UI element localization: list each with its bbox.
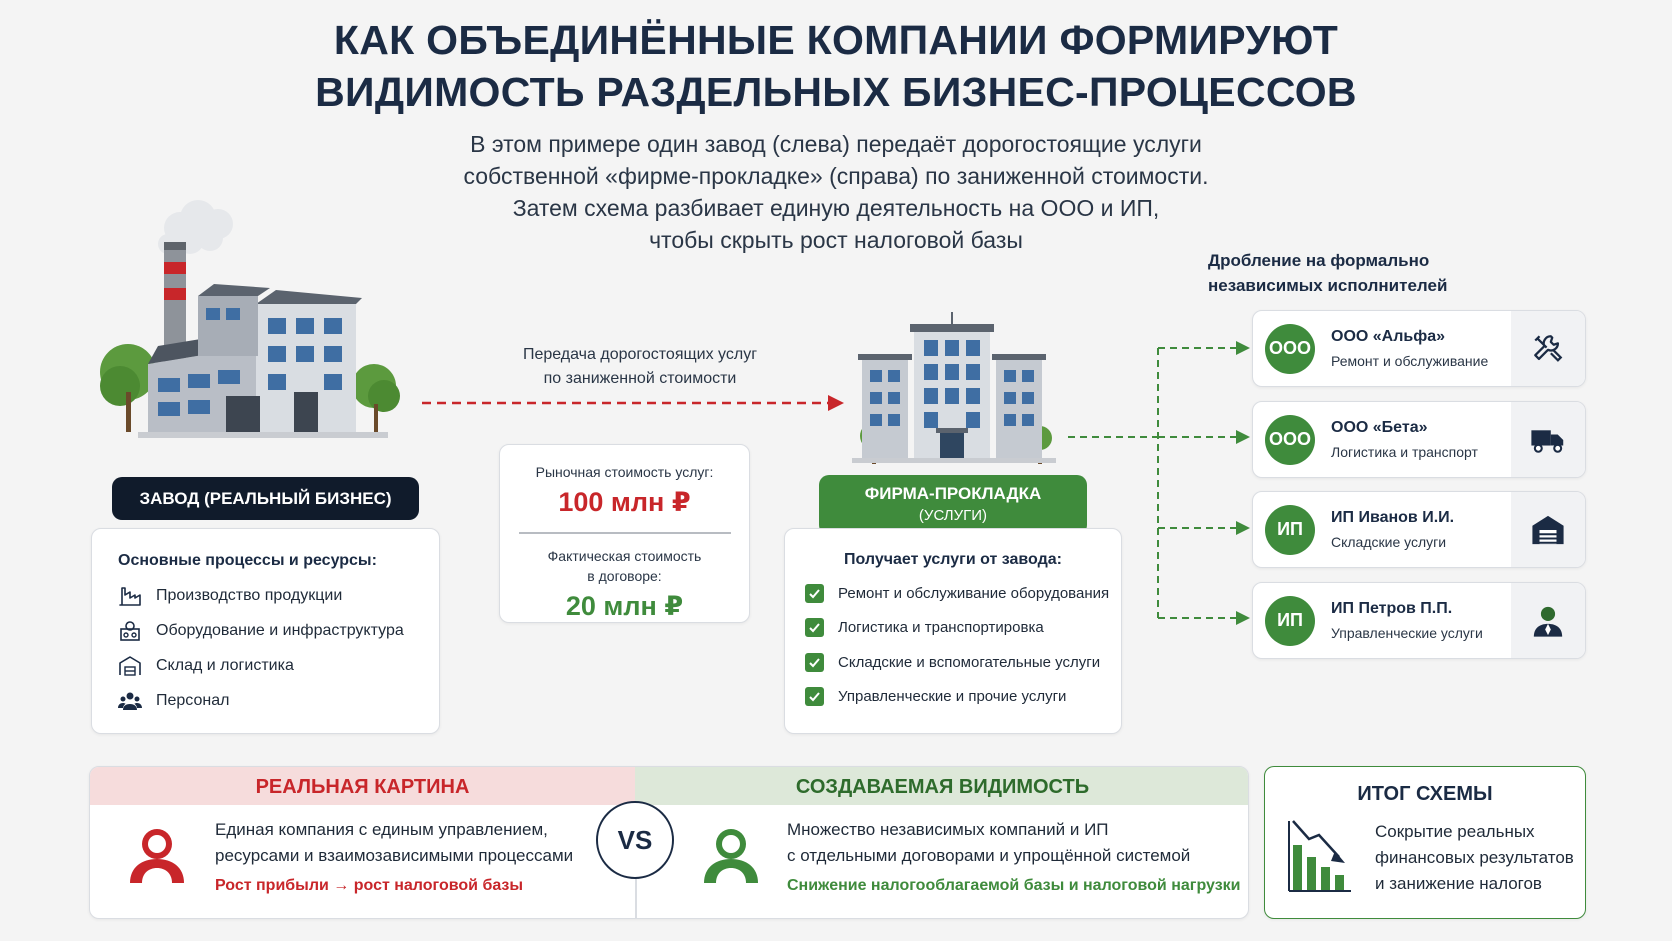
warehouse-icon — [118, 654, 142, 678]
service-item-label: Ремонт и обслуживание оборудования — [838, 584, 1110, 602]
scheme-result-card — [1264, 766, 1586, 919]
process-item-label: Персонал — [156, 691, 230, 709]
scheme-result-line: Сокрытие реальных — [1375, 822, 1535, 841]
real-picture-text — [215, 817, 635, 895]
page-title-line2: ВИДИМОСТЬ РАЗДЕЛЬНЫХ БИЗНЕС-ПРОЦЕССОВ — [315, 69, 1357, 115]
process-item-label: Склад и логистика — [156, 656, 294, 674]
process-item — [118, 578, 439, 613]
subtitle-line: Затем схема разбивает единую деятельность на ООО и ИП, — [512, 195, 1160, 221]
factory-card-title: Основные процессы и ресурсы: — [118, 552, 377, 569]
warehouse-icon — [1511, 492, 1585, 567]
service-item-label: Складские и вспомогательные услуги — [838, 653, 1101, 671]
market-cost-label: Рыночная стоимость услуг: — [535, 464, 714, 480]
service-item-label: Управленческие и прочие услуги — [838, 688, 1067, 706]
entity-name: ИП Петров П.П. — [1331, 600, 1453, 617]
entity-type-badge: ИП — [1265, 596, 1315, 646]
service-item — [805, 645, 1121, 680]
actual-cost-value: 20 млн ₽ — [565, 590, 684, 621]
equipment-icon — [118, 619, 142, 643]
entity-description: Складские услуги — [1331, 534, 1447, 550]
checkmark-icon — [805, 687, 824, 706]
factory-illustration-icon — [98, 196, 428, 466]
checkmark-icon — [805, 584, 824, 603]
transfer-arrow-icon — [420, 392, 850, 414]
factory-processes-card — [91, 528, 440, 734]
page-title-line1: КАК ОБЪЕДИНЁННЫЕ КОМПАНИИ ФОРМИРУЮТ — [333, 17, 1339, 63]
created-appearance-line: с отдельными договорами и упрощённой системой — [787, 846, 1191, 865]
manager-icon — [1511, 583, 1585, 658]
split-heading — [1208, 248, 1508, 298]
cost-divider — [519, 532, 731, 534]
subtitle — [330, 128, 1342, 256]
entity-type-badge: ООО — [1265, 415, 1315, 465]
created-appearance-text — [787, 817, 1247, 895]
entity-card-petrov — [1252, 582, 1586, 659]
checkmark-icon — [805, 653, 824, 672]
cost-comparison-card — [499, 444, 750, 623]
real-picture-heading: РЕАЛЬНАЯ КАРТИНА — [90, 767, 635, 805]
truck-icon — [1511, 402, 1585, 477]
created-appearance-heading: СОЗДАВАЕМАЯ ВИДИМОСТЬ — [635, 767, 1249, 805]
created-appearance-line: Множество независимых компаний и ИП — [787, 820, 1109, 839]
user-icon-green — [700, 823, 762, 885]
scheme-result-title: ИТОГ СХЕМЫ — [1357, 783, 1493, 805]
created-appearance-result: Снижение налогооблагаемой базы и налоговой нагрузки — [787, 877, 1241, 894]
real-picture-line: ресурсами и взаимозависимыми процессами — [215, 846, 574, 865]
entity-type-badge: ООО — [1265, 324, 1315, 374]
split-heading-line: Дробление на формально — [1208, 251, 1430, 270]
services-card-title: Получает услуги от завода: — [844, 551, 1062, 568]
entity-name: ООО «Альфа» — [1331, 328, 1446, 345]
process-item-label: Производство продукции — [156, 586, 343, 604]
entity-description: Логистика и транспорт — [1331, 444, 1478, 460]
transfer-caption-line: Передача дорогостоящих услуг — [522, 346, 758, 363]
entity-name: ООО «Бета» — [1331, 419, 1428, 436]
split-connector-arrows-icon — [1066, 330, 1256, 630]
shell-firm-label-line2: (УСЛУГИ) — [918, 507, 988, 524]
transfer-caption — [490, 343, 790, 391]
split-heading-line: независимых исполнителей — [1208, 276, 1448, 295]
entity-description: Ремонт и обслуживание — [1331, 353, 1489, 369]
user-icon-red — [126, 823, 188, 885]
vs-badge: VS — [596, 801, 674, 879]
entity-type-badge: ИП — [1265, 505, 1315, 555]
scheme-result-line: финансовых результатов — [1375, 848, 1574, 867]
shell-firm-label-line1: ФИРМА-ПРОКЛАДКА — [864, 484, 1042, 503]
entity-name: ИП Иванов И.И. — [1331, 509, 1455, 526]
subtitle-line: собственной «фирме-прокладке» (справа) по заниженной стоимости. — [463, 163, 1209, 189]
process-item — [118, 613, 439, 648]
scheme-result-text — [1375, 819, 1580, 897]
entity-card-ivanov — [1252, 491, 1586, 568]
subtitle-line: чтобы скрыть рост налоговой базы — [649, 227, 1023, 253]
actual-cost-label-line1: Фактическая стоимость — [547, 547, 702, 564]
real-picture-result: Рост прибыли → рост налоговой базы — [215, 877, 524, 894]
tools-icon — [1511, 311, 1585, 386]
subtitle-line: В этом примере один завод (слева) передаёт дорогостоящие услуги — [470, 131, 1202, 157]
real-picture-line: Единая компания с единым управлением, — [215, 820, 548, 839]
checkmark-icon — [805, 618, 824, 637]
office-building-icon — [844, 312, 1064, 466]
process-item — [118, 683, 439, 718]
transfer-caption-line: по заниженной стоимости — [543, 370, 737, 387]
scheme-result-line: и занижение налогов — [1375, 874, 1542, 893]
entity-card-alfa — [1252, 310, 1586, 387]
process-item — [118, 648, 439, 683]
actual-cost-label-line2: в договоре: — [587, 567, 662, 584]
service-item — [805, 680, 1121, 715]
factory-label: ЗАВОД (РЕАЛЬНЫЙ БИЗНЕС) — [112, 477, 419, 520]
process-item-label: Оборудование и инфраструктура — [156, 621, 404, 639]
entity-card-beta — [1252, 401, 1586, 478]
page-title — [0, 14, 1672, 118]
service-item-label: Логистика и транспортировка — [838, 619, 1044, 637]
people-icon — [118, 689, 142, 713]
market-cost-value: 100 млн ₽ — [558, 487, 691, 517]
factory-icon — [118, 584, 142, 608]
declining-chart-icon — [1287, 817, 1353, 895]
entity-description: Управленческие услуги — [1331, 625, 1483, 641]
shell-firm-label — [819, 475, 1087, 535]
